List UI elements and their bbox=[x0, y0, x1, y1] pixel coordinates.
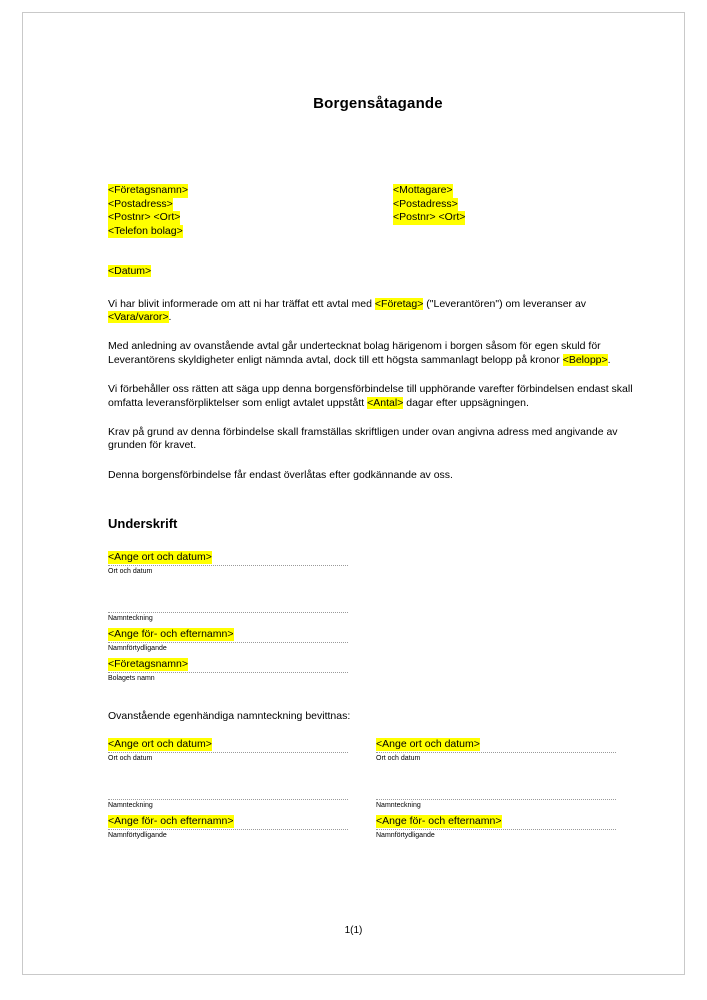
body-paragraph bbox=[108, 340, 648, 367]
text-run: Vi har blivit informerade om att ni har träffat ett avtal med bbox=[108, 297, 375, 310]
witness-1-signature-field bbox=[108, 798, 348, 811]
witness-1-place-date-field bbox=[108, 738, 348, 764]
recipient-address bbox=[393, 184, 465, 225]
body-paragraph bbox=[108, 298, 648, 325]
signature-company-row bbox=[108, 658, 648, 684]
witness-intro: Ovanstående egenhändiga namnteckning bevittnas: bbox=[108, 710, 351, 723]
signature-caption: Namnteckning bbox=[108, 615, 153, 623]
witness-2-place-date-caption: Ort och datum bbox=[376, 755, 421, 763]
signature-place-date-value: <Ange ort och datum> bbox=[108, 551, 348, 566]
witness-1-dotted-line bbox=[108, 798, 348, 800]
body-paragraph bbox=[108, 426, 648, 453]
text-run: Vi förbehåller oss rätten att säga upp denna borgensförbindelse till upphörande varefter förbindelsen endast skall omfatta leveransförpliktelser som enligt avtalet uppstått bbox=[108, 383, 633, 409]
recipient-name: <Mottagare> bbox=[393, 184, 453, 196]
signature-printed-name-field bbox=[108, 628, 348, 654]
date-value: <Datum> bbox=[108, 265, 152, 277]
signature-printed-name-row bbox=[108, 628, 648, 654]
recipient-postal-city: <Postnr> <Ort> bbox=[393, 211, 466, 223]
page-number: 1(1) bbox=[344, 925, 363, 936]
witness-name-row bbox=[108, 815, 648, 841]
text-run: Krav på grund av denna förbindelse skall framställas skriftligen under ovan angivna adress med angivande av grunden för kravet. bbox=[108, 425, 618, 452]
placeholder-token: <Företag> bbox=[374, 297, 424, 310]
signature-printed-name-caption: Namnförtydligande bbox=[108, 645, 167, 653]
body-paragraph bbox=[108, 469, 648, 482]
witness-2-place-date-field bbox=[376, 738, 616, 764]
signature-block bbox=[108, 551, 648, 684]
sender-company: <Företagsnamn> bbox=[108, 184, 188, 196]
recipient-address-line: <Postadress> bbox=[393, 197, 458, 210]
witness-block bbox=[108, 738, 648, 841]
witness-2-name-caption: Namnförtydligande bbox=[376, 832, 435, 840]
page-title: Borgensåtagande bbox=[313, 95, 443, 112]
witness-2-signature-caption: Namnteckning bbox=[376, 802, 421, 810]
text-run: Denna borgensförbindelse får endast överlåtas efter godkännande av oss. bbox=[108, 468, 453, 481]
signature-heading: Underskrift bbox=[108, 516, 178, 532]
signature-company-field bbox=[108, 658, 348, 684]
witness-2-signature-field bbox=[376, 798, 616, 811]
placeholder-token: <Vara/varor> bbox=[108, 310, 169, 323]
date-line bbox=[108, 265, 648, 279]
signature-line-field bbox=[108, 611, 348, 624]
witness-signature-row bbox=[108, 798, 648, 811]
witness-1-name-value: <Ange för- och efternamn> bbox=[108, 815, 348, 830]
sender-address bbox=[108, 184, 188, 238]
body-paragraphs bbox=[108, 298, 648, 483]
text-run: . bbox=[168, 310, 172, 323]
address-block bbox=[108, 184, 648, 242]
witness-2-name-value: <Ange för- och efternamn> bbox=[376, 815, 616, 830]
signature-place-date-caption: Ort och datum bbox=[108, 568, 153, 576]
witness-signature-space bbox=[108, 764, 648, 798]
signature-printed-name-value: <Ange för- och efternamn> bbox=[108, 628, 348, 643]
body-paragraph bbox=[108, 383, 648, 410]
witness-1-place-date-caption: Ort och datum bbox=[108, 755, 153, 763]
paper-sheet bbox=[22, 12, 685, 975]
signature-place-date-row bbox=[108, 551, 648, 577]
text-run: ("Leverantören") om leveranser av bbox=[423, 297, 587, 310]
sender-phone: <Telefon bolag> bbox=[108, 224, 183, 237]
sender-address-line: <Postadress> bbox=[108, 197, 173, 210]
text-run: Med anledning av ovanstående avtal går undertecknat bolag härigenom i borgen såsom för egen skuld för Leverantörens skyldigheter enligt nämnda avtal, dock till ett högsta sammanlagt belopp på kronor bbox=[108, 340, 601, 366]
signature-place-date-field bbox=[108, 551, 348, 577]
signature-name-row bbox=[108, 611, 648, 624]
witness-1-place-date-value: <Ange ort och datum> bbox=[108, 738, 348, 753]
witness-2-dotted-line bbox=[376, 798, 616, 800]
placeholder-token: <Belopp> bbox=[562, 353, 608, 366]
signature-space bbox=[108, 577, 648, 611]
placeholder-token: <Antal> bbox=[367, 396, 404, 409]
witness-2-name-field bbox=[376, 815, 616, 841]
sender-postal-city: <Postnr> <Ort> bbox=[108, 211, 181, 223]
signature-company-caption: Bolagets namn bbox=[108, 675, 155, 683]
signature-dotted-line bbox=[108, 611, 348, 613]
signature-company-value: <Företagsnamn> bbox=[108, 658, 348, 673]
witness-1-name-caption: Namnförtydligande bbox=[108, 832, 167, 840]
witness-1-name-field bbox=[108, 815, 348, 841]
text-run: . bbox=[607, 353, 611, 366]
document-content bbox=[108, 83, 648, 841]
witness-1-signature-caption: Namnteckning bbox=[108, 802, 153, 810]
text-run: dagar efter uppsägningen. bbox=[403, 396, 529, 409]
witness-2-place-date-value: <Ange ort och datum> bbox=[376, 738, 616, 753]
witness-place-date-row bbox=[108, 738, 648, 764]
